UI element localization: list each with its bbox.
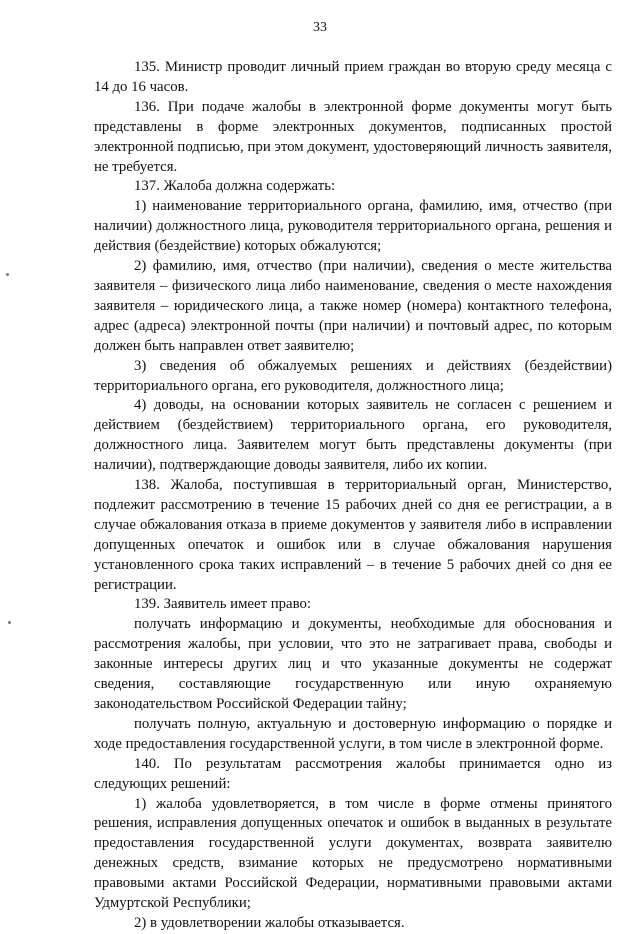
paragraph-140-item-1: 1) жалоба удовлетворяется, в том числе в форме отмены принятого решения, исправления допущенных опечаток и ошибок в выданных в результате предоставления государственной услуги документах, возврата заявителю денежных средств, взимание которых не предусмотрено нормативными правовыми актами Российской Федерации, нормативными правовыми актами Удмуртской Республики; <box>94 795 612 912</box>
paragraph-139-right-2: получать полную, актуальную и достоверную информацию о порядке и ходе предоставления государственной услуги, в том числе в электронной форме. <box>94 715 612 752</box>
paragraph-137-item-4: 4) доводы, на основании которых заявитель не согласен с решением и действием (бездействием) территориального органа, его руководителя, должностного лица. Заявителем могут быть представлены документы (при наличии), подтверждающие доводы заявителя, либо их копии. <box>94 397 612 474</box>
paragraph-135: 135. Министр проводит личный прием граждан во вторую среду месяца с 14 до 16 часов. <box>94 59 612 95</box>
paragraph-139: 139. Заявитель имеет право: <box>134 596 312 613</box>
paragraph-138: 138. Жалоба, поступившая в территориальный орган, Министерство, подлежит рассмотрению в течение 15 рабочих дней со дня ее регистрации, а в случае обжалования отказа в приеме документов у заявителя либо в исправлении допущенных опечаток и ошибок или в случае обжалования нарушения установленного срока таких исправлений – в течение 5 рабочих дней со дня ее регистрации. <box>94 477 612 593</box>
paragraph-137: 137. Жалоба должна содержать: <box>134 178 336 195</box>
scan-speck <box>6 273 9 276</box>
paragraph-137-item-1: 1) наименование территориального органа, фамилию, имя, отчество (при наличии) должностного лица, руководителя территориального органа, решения и действия (бездействие) которых обжалуются; <box>94 198 612 255</box>
paragraph-137-item-3: 3) сведения об обжалуемых решениях и действиях (бездействии) территориального органа, его руководителя, должностного лица; <box>94 357 612 394</box>
paragraph-140-item-2: 2) в удовлетворении жалобы отказывается. <box>134 914 405 931</box>
paragraph-139-right-1: получать информацию и документы, необходимые для обоснования и рассмотрения жалобы, при условии, что это не затрагивает права, свободы и законные интересы других лиц и что указанные документы не содержат сведения, составляющие государственную или иную охраняемую законодательством Российской Федерации тайну; <box>94 616 612 712</box>
paragraph-136: 136. При подаче жалобы в электронной форме документы могут быть представлены в форме электронных документов, подписанных простой электронной подписью, при этом документ, удостоверяющий личность заявителя, не требуется. <box>94 98 612 175</box>
page-number: 33 <box>313 20 327 35</box>
paragraph-137-item-2: 2) фамилию, имя, отчество (при наличии), сведения о месте жительства заявителя – физического лица либо наименование, сведения о месте нахождения заявителя – юридического лица, а также номер (номера) контактного телефона, адрес (адреса) электронной почты (при наличии) и почтовый адрес, по которым должен быть направлен ответ заявителю; <box>94 258 612 354</box>
document-body <box>94 58 612 934</box>
paragraph-140: 140. По результатам рассмотрения жалобы принимается одно из следующих решений: <box>94 755 612 792</box>
scan-speck <box>8 621 11 624</box>
